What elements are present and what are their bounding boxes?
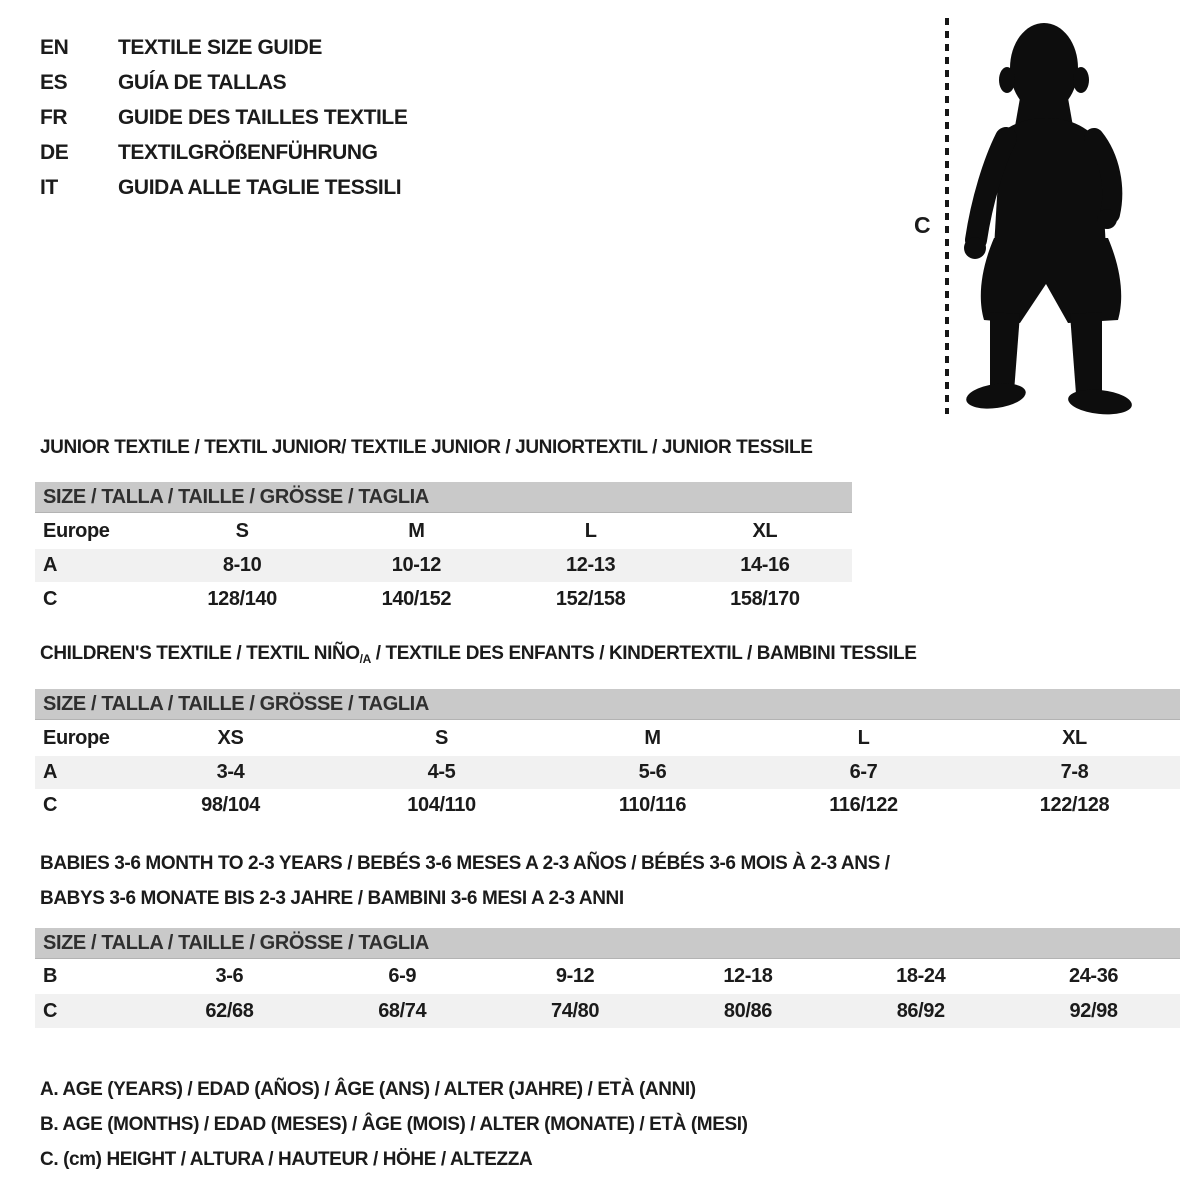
legend-line-a: A. AGE (YEARS) / EDAD (AÑOS) / ÂGE (ANS) / ALTER (JAHRE) / ETÀ (ANNI) — [40, 1078, 696, 1100]
guide-title: TEXTILGRÖßENFÜHRUNG — [118, 140, 378, 164]
size-header-label: SIZE / TALLA / TAILLE / GRÖSSE / TAGLIA — [43, 931, 429, 954]
size-cell: M — [644, 726, 661, 749]
guide-title: TEXTILE SIZE GUIDE — [118, 35, 322, 59]
babies-table — [35, 928, 1180, 1028]
size-header-label: SIZE / TALLA / TAILLE / GRÖSSE / TAGLIA — [43, 692, 429, 715]
table-row-age — [35, 549, 852, 582]
height-cell: 122/128 — [1039, 794, 1110, 816]
height-cell: 110/116 — [618, 794, 687, 816]
size-header-label: SIZE / TALLA / TAILLE / GRÖSSE / TAGLIA — [43, 485, 429, 508]
row-label: A — [43, 761, 58, 783]
children-table — [35, 689, 1180, 822]
size-cell: M — [408, 519, 425, 542]
junior-table — [35, 482, 852, 616]
months-cell: 12-18 — [723, 965, 773, 987]
guide-title: GUÍA DE TALLAS — [118, 70, 287, 94]
height-cell: 116/122 — [829, 794, 898, 816]
language-row — [40, 65, 407, 100]
height-cell: 152/158 — [555, 587, 626, 610]
children-title-part: / TEXTILE DES ENFANTS / KINDERTEXTIL / BAMBINI TESSILE — [370, 643, 917, 664]
language-row — [40, 170, 407, 205]
age-cell: 3-4 — [216, 761, 245, 783]
language-row — [40, 30, 407, 65]
row-label: Europe — [43, 519, 110, 542]
height-cell: 104/110 — [407, 794, 476, 816]
children-table-title — [40, 643, 916, 665]
age-cell: 12-13 — [566, 554, 616, 576]
size-cell: XS — [217, 726, 244, 749]
age-cell: 7-8 — [1060, 761, 1089, 783]
language-code: FR — [40, 105, 68, 129]
language-code: IT — [40, 175, 58, 199]
height-cell: 158/170 — [730, 587, 800, 610]
height-measure-dashed-line — [945, 18, 949, 414]
height-cell: 98/104 — [201, 794, 260, 816]
row-label: C — [43, 587, 58, 610]
guide-title: GUIDE DES TAILLES TEXTILE — [118, 105, 408, 129]
age-cell: 6-7 — [849, 761, 878, 783]
size-header-bar — [35, 482, 852, 513]
measurement-legend — [40, 1072, 748, 1177]
language-row — [40, 100, 407, 135]
age-cell: 10-12 — [391, 554, 441, 576]
size-cell: S — [435, 726, 448, 749]
height-measure-label: C — [914, 212, 931, 238]
age-cell: 8-10 — [222, 554, 262, 576]
language-code: DE — [40, 140, 69, 164]
height-cell: 128/140 — [207, 587, 277, 610]
months-cell: 24-36 — [1068, 965, 1119, 987]
size-header-bar — [35, 689, 1180, 720]
size-header-bar — [35, 928, 1180, 959]
legend-line-c: C. (cm) HEIGHT / ALTURA / HAUTEUR / HÖHE / ALTEZZA — [40, 1148, 533, 1170]
months-cell: 6-9 — [388, 965, 417, 987]
height-cell: 74/80 — [551, 999, 600, 1022]
table-row-height — [35, 789, 1180, 822]
row-label: A — [43, 554, 58, 576]
legend-line-b: B. AGE (MONTHS) / EDAD (MESES) / ÂGE (MOIS) / ALTER (MONATE) / ETÀ (MESI) — [40, 1113, 748, 1135]
months-cell: 9-12 — [555, 965, 595, 987]
height-cell: 68/74 — [378, 999, 427, 1022]
children-title-subscript: /A — [359, 652, 371, 666]
junior-table-title: JUNIOR TEXTILE / TEXTIL JUNIOR/ TEXTILE JUNIOR / JUNIORTEXTIL / JUNIOR TESSILE — [40, 437, 813, 458]
babies-table-title-line1: BABIES 3-6 MONTH TO 2-3 YEARS / BEBÉS 3-6 MESES A 2-3 AÑOS / BÉBÉS 3-6 MOIS À 2-3 ANS / — [40, 853, 890, 874]
row-label: C — [43, 999, 58, 1022]
size-cell: XL — [752, 519, 778, 542]
age-cell: 4-5 — [427, 761, 456, 783]
height-cell: 62/68 — [205, 999, 254, 1022]
size-cell: L — [584, 519, 597, 542]
months-cell: 3-6 — [215, 965, 244, 987]
table-row-europe — [35, 720, 1180, 756]
row-label: C — [43, 794, 58, 816]
height-cell: 80/86 — [723, 999, 772, 1022]
row-label: B — [43, 965, 58, 987]
table-row-age — [35, 756, 1180, 789]
height-cell: 86/92 — [896, 999, 945, 1022]
language-code: EN — [40, 35, 69, 59]
language-row — [40, 135, 407, 170]
row-label: Europe — [43, 726, 110, 749]
size-cell: XL — [1062, 726, 1087, 749]
toddler-silhouette-icon — [962, 20, 1142, 420]
height-cell: 92/98 — [1069, 999, 1118, 1022]
children-title-part: CHILDREN'S TEXTILE / TEXTIL NIÑO — [40, 643, 360, 664]
language-header — [40, 30, 407, 205]
table-row-height — [35, 994, 1180, 1028]
table-row-height — [35, 582, 852, 616]
size-cell: L — [857, 726, 870, 749]
table-row-months — [35, 959, 1180, 994]
age-cell: 14-16 — [740, 554, 790, 576]
size-cell: S — [235, 519, 249, 542]
height-cell: 140/152 — [381, 587, 452, 610]
months-cell: 18-24 — [896, 965, 946, 987]
table-row-europe — [35, 513, 852, 549]
language-code: ES — [40, 70, 68, 94]
guide-title: GUIDA ALLE TAGLIE TESSILI — [118, 175, 402, 199]
babies-table-title-line2: BABYS 3-6 MONATE BIS 2-3 JAHRE / BAMBINI 3-6 MESI A 2-3 ANNI — [40, 888, 624, 909]
age-cell: 5-6 — [638, 761, 667, 783]
